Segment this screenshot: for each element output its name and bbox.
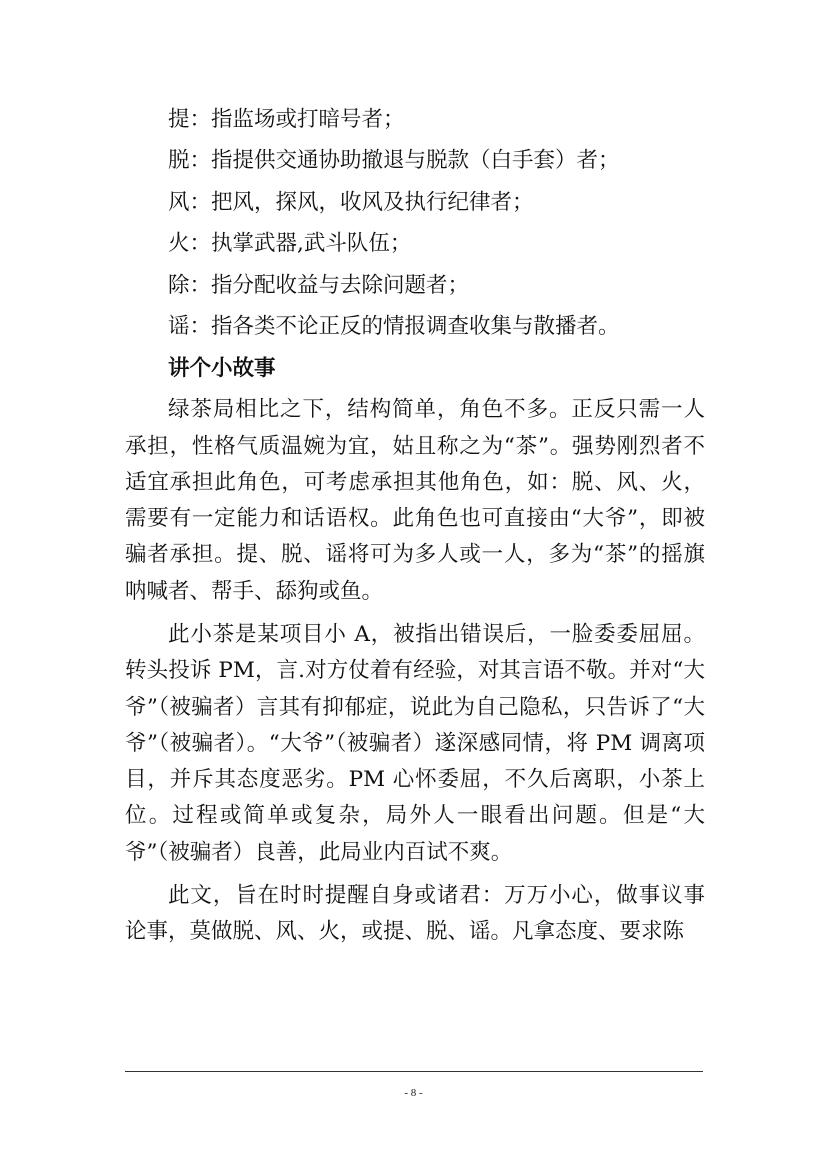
definition-feng: 风：把风，探风，收风及执行纪律者； bbox=[168, 189, 534, 215]
paragraph-conclusion: 此文，旨在时时提醒自身或诸君：万万小心，做事议事论事，莫做脱、风、火，或提、脱、谣。凡拿态度、要求陈 bbox=[125, 883, 705, 945]
definition-chu: 除：指分配收益与去除问题者； bbox=[168, 272, 470, 298]
page-number: - 8 - bbox=[404, 1087, 423, 1099]
footer-divider bbox=[125, 1071, 703, 1072]
definition-tuo: 脱：指提供交通协助撤退与脱款（白手套）者； bbox=[168, 148, 620, 174]
definition-yao: 谣：指各类不论正反的情报调查收集与散播者。 bbox=[168, 314, 620, 340]
paragraph-green-tea-structure: 绿茶局相比之下，结构简单，角色不多。正反只需一人承担，性格气质温婉为宜，姑且称之为“茶”。强势刚烈者不适宜承担此角色，可考虑承担其他角色，如：脱、风、火，需要有一定能力和话语权。此角色也可直接由“大爷”，即被骗者承担。提、脱、谣将可为多人或一人，多为“茶”的摇旗呐喊者、帮手、舔狗或鱼。 bbox=[125, 397, 705, 604]
body-text bbox=[125, 102, 705, 958]
definition-huo: 火：执掌武器,武斗队伍； bbox=[168, 231, 412, 257]
section-heading: 讲个小故事 bbox=[168, 355, 276, 381]
paragraph-story: 此小茶是某项目小 A，被指出错误后，一脸委委屈屈。转头投诉 PM，言.对方仗着有经验，对其言语不敬。并对“大爷”（被骗者）言其有抑郁症，说此为自己隐私，只告诉了“大爷”（被骗者）。“大爷”（被骗者）遂深感同情，将 PM 调离项目，并斥其态度恶劣。PM 心怀委屈，不久后离职，小茶上位。过程或简单或复杂，局外人一眼看出问题。但是“大爷”（被骗者）良善，此局业内百试不爽。 bbox=[125, 621, 705, 865]
definition-ti: 提：指监场或打暗号者； bbox=[168, 107, 405, 132]
